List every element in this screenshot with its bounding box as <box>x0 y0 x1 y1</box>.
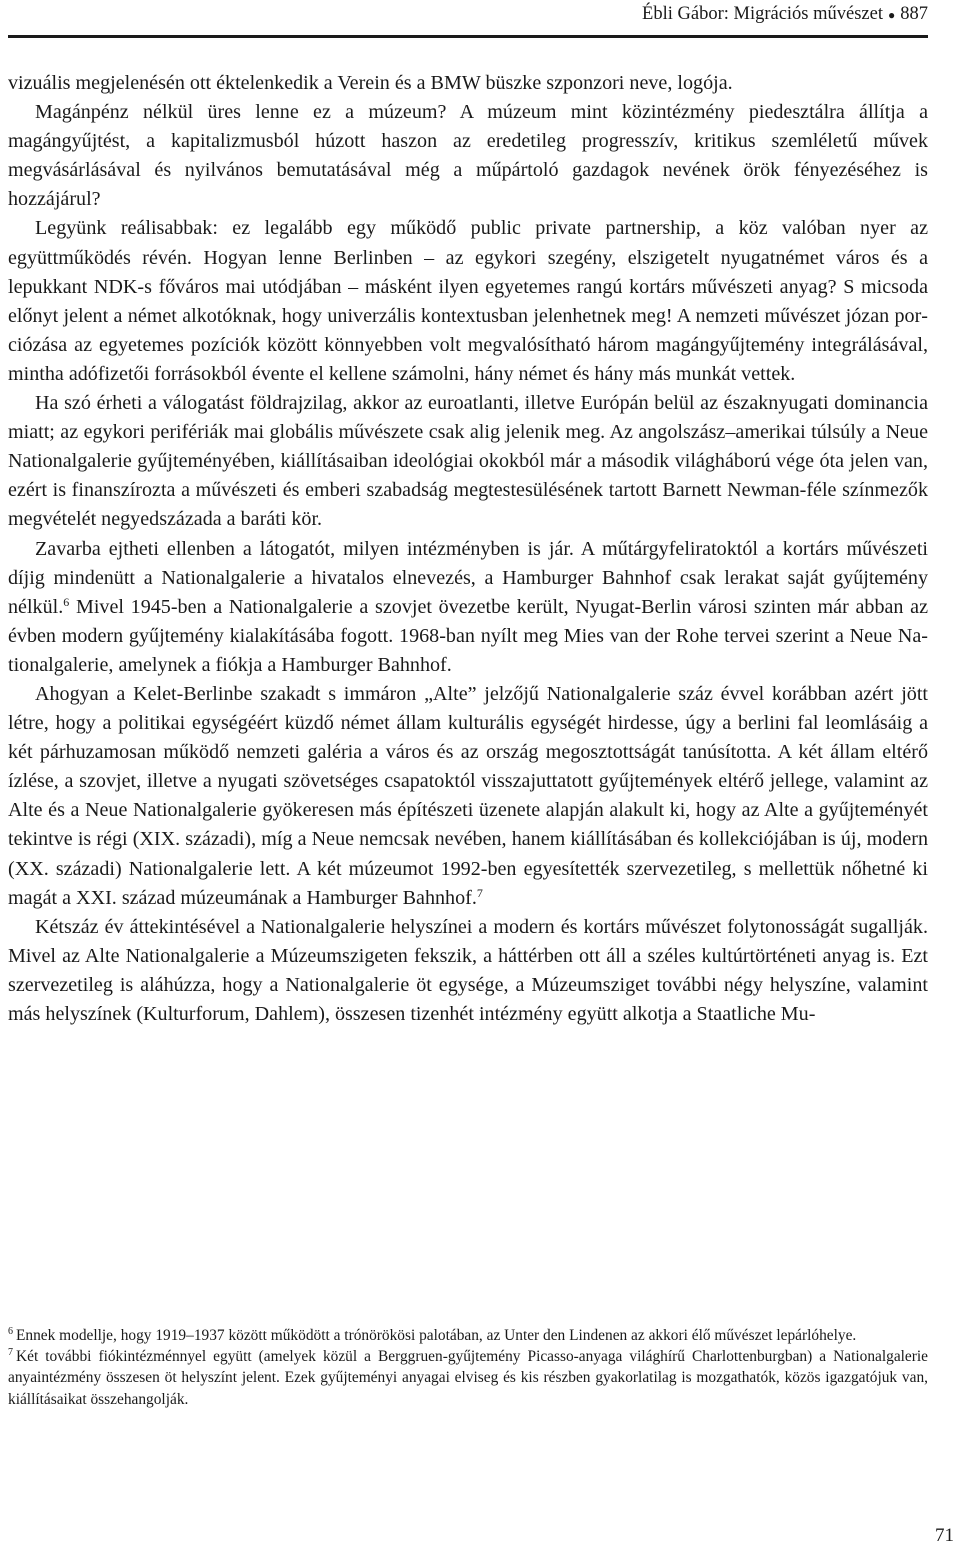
footnote-text: Két további fiókintézménnyel együtt (amelyek közül a Berggruen-gyűjtemény Picasso-anyaga világhírű Charlottenburgban) a Nationalgalerie anyaintézmény összesen öt helyszínt jelent. Ezek gyűjteményi anyagai elviseg és kis részben gyakorlatilag is mozgathatók, közös igazgatójuk van, kiállításaikat összehangolják. <box>8 1348 928 1408</box>
footnote-ref-7: 7 <box>476 885 483 900</box>
paragraph-5-text-a: Zavarba ejtheti ellenben a látogatót, milyen intézményben is jár. A műtárgyfeliratoktól a kortárs művészeti díjig mindenütt a Nationalgalerie a hivatalos elnevezés, a Hamburger Bahnhof csak lerakat saját gyűjtemény nélkül. <box>8 537 928 618</box>
paragraph-5 <box>8 535 928 680</box>
article-body <box>8 69 928 1029</box>
paragraph-1: vizuális megjelenésén ott éktelenkedik a Verein és a BMW büszke szponzori neve, logója. <box>8 72 733 94</box>
paragraph-6-text: Ahogyan a Kelet-Berlinbe szakadt s immáron „Alte” jelzőjű Nationalgalerie száz évvel korábban azért jött létre, hogy a politikai egységéért küzdő német állam kulturális egységét hirdesse, úgy a berlini fal leomlásáig a két párhuzamosan működő nemzeti galéria a város és az ország megosztottságát tanúsította. A két állam eltérő ízlése, a szovjet, illetve a nyugati szövetséges csapatoktól visszajuttatott gyűjtemények eltérő jellege, valamint az Alte és a Neue Nationalgalerie gyökeresen más építészeti üzenete alapján alakult ki, hogy az Alte a gyűjteményét tekintve is régi (XIX. századi), míg a Neue nemcsak nevében, hanem kiállításában és kollekciójában is új, modern (XX. századi) Nationalgalerie lett. A két múzeumot 1992-ben egyesítették szervezetileg, s mellettük nőhetné ki magát a XXI. század múzeumának a Hamburger Bahnhof. <box>8 682 928 909</box>
paragraph-2: Magánpénz nélkül üres lenne ez a múzeum? A múzeum mint közintézmény piedesztálra állítja a magángyűjtést, a kapitalizmusból húzott haszon az eredetileg progresszív, kritikus szemléletű művek megvásárlásával és nyilvános bemutatásával még a műpártoló gazdagok nevének örök fényezéséhez is hozzájárul? <box>8 101 928 211</box>
paragraph-6 <box>8 680 928 913</box>
running-title: Ébli Gábor: Migrációs művészet <box>642 4 883 24</box>
page-number: 71 <box>935 1525 954 1546</box>
footnote-7 <box>8 1346 928 1410</box>
header-rule <box>8 35 928 38</box>
paragraph-7: Kétszáz év áttekintésével a Nationalgalerie helyszínei a modern és kortárs művészet folytonosságát sugallják. Mivel az Alte Nationalgalerie a Múzeumszigeten fekszik, a háttérben ott áll a széles kultúrtörténeti anyag is. Ezt szervezetileg is aláhúzza, hogy a Nationalgalerie öt egysége, a Múzeumsziget további négy helyszíne, valamint más helyszínek (Kulturforum, Dahlem), összesen tizenhét intézmény együtt alkotja a Staatliche Mu- <box>8 915 928 1025</box>
paragraph-5-text-b: Mivel 1945-ben a Nationalgalerie a szovjet övezetbe került, Nyugat-Berlin városi szinten már abban az évben modern gyűjtemény kialakításába fogott. 1968-ban nyílt meg Mies van der Rohe tervei szerint a Neue Nationalgalerie, amelynek a fiókja a Hamburger Bahnhof. <box>8 595 928 676</box>
journal-page-number: 887 <box>900 4 928 24</box>
footnotes <box>8 1325 928 1410</box>
footnote-marker: 7 <box>8 1347 13 1359</box>
footnote-marker: 6 <box>8 1326 13 1337</box>
footnote-ref-6: 6 <box>63 594 70 609</box>
footnote-6 <box>8 1325 928 1346</box>
paragraph-3: Legyünk reálisabbak: ez legalább egy működő public private partnership, a köz valóban nyer az együttműködés révén. Hogyan lenne Berlinben – az egykori szegény, elszigetelt nyugatnémet város és a lepukkant NDK-s főváros mai utódjában – másként ilyen egyetemes rangú kortárs művészeti anyag? S micsoda előnyt jelent a német alkotóknak, hogy univerzális kontextusban jelenhetnek meg! A nemzeti művészet józan porciózása az egyetemes pozíciók között könnyebben volt megvalósítható három magángyűjtemény integrálásával, mintha adófizetői forrásokból évente el kellene számolni, hány német és hány más munkát vettek. <box>8 217 928 385</box>
footnote-text: Ennek modellje, hogy 1919–1937 között működött a trónörökösi palotában, az Unter den Lindenen az akkori élő művészet lepárlóhelye. <box>16 1327 857 1344</box>
running-header <box>8 0 928 33</box>
paragraph-4: Ha szó érheti a válogatást földrajzilag, akkor az euroatlanti, illetve Európán belül az északnyugati dominancia miatt; az egykori perifériák mai globális művészete csak alig jelenik meg. Az angolszász–amerikai túlsúly a Neue Nationalgalerie gyűjteményében, kiállításaiban ideológiai okokból már a második világháború vége óta jelen van, ezért is finanszírozta a művészeti és emberi szabadság megtestesülésének tartott Barnett Newman-féle színmezők megvételét negyedszázada a baráti kör. <box>8 392 928 531</box>
bullet-separator: ● <box>888 7 896 22</box>
